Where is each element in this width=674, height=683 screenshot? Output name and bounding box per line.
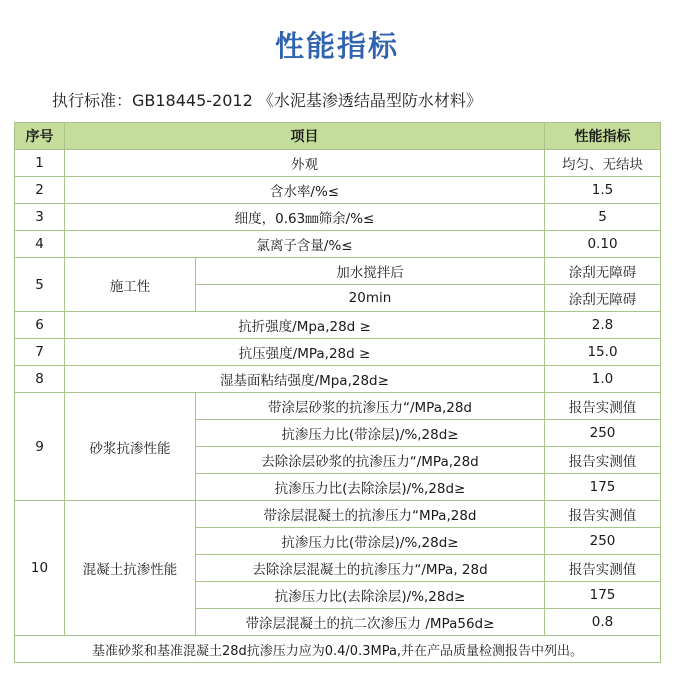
- row-value: 均匀、无结块: [545, 150, 661, 177]
- row-number: 10: [15, 501, 65, 636]
- table-row: [15, 501, 661, 528]
- row-value: 报告实测值: [545, 501, 661, 528]
- row-item: 去除涂层混凝土的抗渗压力“/MPa, 28d: [196, 555, 545, 582]
- table-row: [15, 312, 661, 339]
- row-item: 抗渗压力比(去除涂层)/%,28d≥: [196, 474, 545, 501]
- row-number: 3: [15, 204, 65, 231]
- row-value: 175: [545, 582, 661, 609]
- table-row: [15, 150, 661, 177]
- table-row: [15, 177, 661, 204]
- row-number: 6: [15, 312, 65, 339]
- performance-table: [14, 122, 661, 663]
- row-value: 涂刮无障碍: [545, 258, 661, 285]
- row-value: 250: [545, 528, 661, 555]
- row-item: 带涂层混凝土的抗二次渗压力 /MPa56d≥: [196, 609, 545, 636]
- row-item: 抗压强度/MPa,28d ≥: [65, 339, 545, 366]
- row-item: 加水搅拌后: [196, 258, 545, 285]
- row-item: 抗折强度/Mpa,28d ≥: [65, 312, 545, 339]
- row-item: 抗渗压力比(带涂层)/%,28d≥: [196, 528, 545, 555]
- row-item: 抗渗压力比(去除涂层)/%,28d≥: [196, 582, 545, 609]
- row-value: 涂刮无障碍: [545, 285, 661, 312]
- row-item: 外观: [65, 150, 545, 177]
- row-value: 报告实测值: [545, 393, 661, 420]
- row-item: 含水率/%≤: [65, 177, 545, 204]
- header-no: 序号: [15, 123, 65, 150]
- row-item: 细度，0.63㎜筛余/%≤: [65, 204, 545, 231]
- row-value: 250: [545, 420, 661, 447]
- table-row: [15, 393, 661, 420]
- row-number: 5: [15, 258, 65, 312]
- header-value: 性能指标: [545, 123, 661, 150]
- table-row: [15, 204, 661, 231]
- row-group: 混凝土抗渗性能: [65, 501, 196, 636]
- row-number: 4: [15, 231, 65, 258]
- row-number: 8: [15, 366, 65, 393]
- row-value: 1.5: [545, 177, 661, 204]
- standard-line: 执行标准：GB18445-2012 《水泥基渗透结晶型防水材料》: [52, 91, 482, 110]
- row-item: 抗渗压力比(带涂层)/%,28d≥: [196, 420, 545, 447]
- row-number: 9: [15, 393, 65, 501]
- row-value: 15.0: [545, 339, 661, 366]
- row-item: 带涂层砂浆的抗渗压力“/MPa,28d: [196, 393, 545, 420]
- table-row: [15, 339, 661, 366]
- row-item: 20min: [196, 285, 545, 312]
- table-header-row: [15, 123, 661, 150]
- page-title: 性能指标: [274, 29, 399, 63]
- row-item: 氯离子含量/%≤: [65, 231, 545, 258]
- table-row: [15, 258, 661, 285]
- row-value: 报告实测值: [545, 555, 661, 582]
- row-number: 7: [15, 339, 65, 366]
- row-group: 砂浆抗渗性能: [65, 393, 196, 501]
- row-item: 去除涂层砂浆的抗渗压力“/MPa,28d: [196, 447, 545, 474]
- row-group: 施工性: [65, 258, 196, 312]
- table-row: [15, 366, 661, 393]
- table-footnote: 基准砂浆和基准混凝土28d抗渗压力应为0.4/0.3MPa,并在产品质量检测报告中列出。: [15, 636, 661, 663]
- row-value: 1.0: [545, 366, 661, 393]
- row-number: 2: [15, 177, 65, 204]
- table-footnote-row: [15, 636, 661, 663]
- header-item: 项目: [65, 123, 545, 150]
- table-row: [15, 231, 661, 258]
- row-value: 175: [545, 474, 661, 501]
- row-item: 带涂层混凝土的抗渗压力“MPa,28d: [196, 501, 545, 528]
- row-number: 1: [15, 150, 65, 177]
- row-value: 0.8: [545, 609, 661, 636]
- row-value: 2.8: [545, 312, 661, 339]
- row-value: 0.10: [545, 231, 661, 258]
- row-value: 5: [545, 204, 661, 231]
- row-value: 报告实测值: [545, 447, 661, 474]
- row-item: 湿基面粘结强度/Mpa,28d≥: [65, 366, 545, 393]
